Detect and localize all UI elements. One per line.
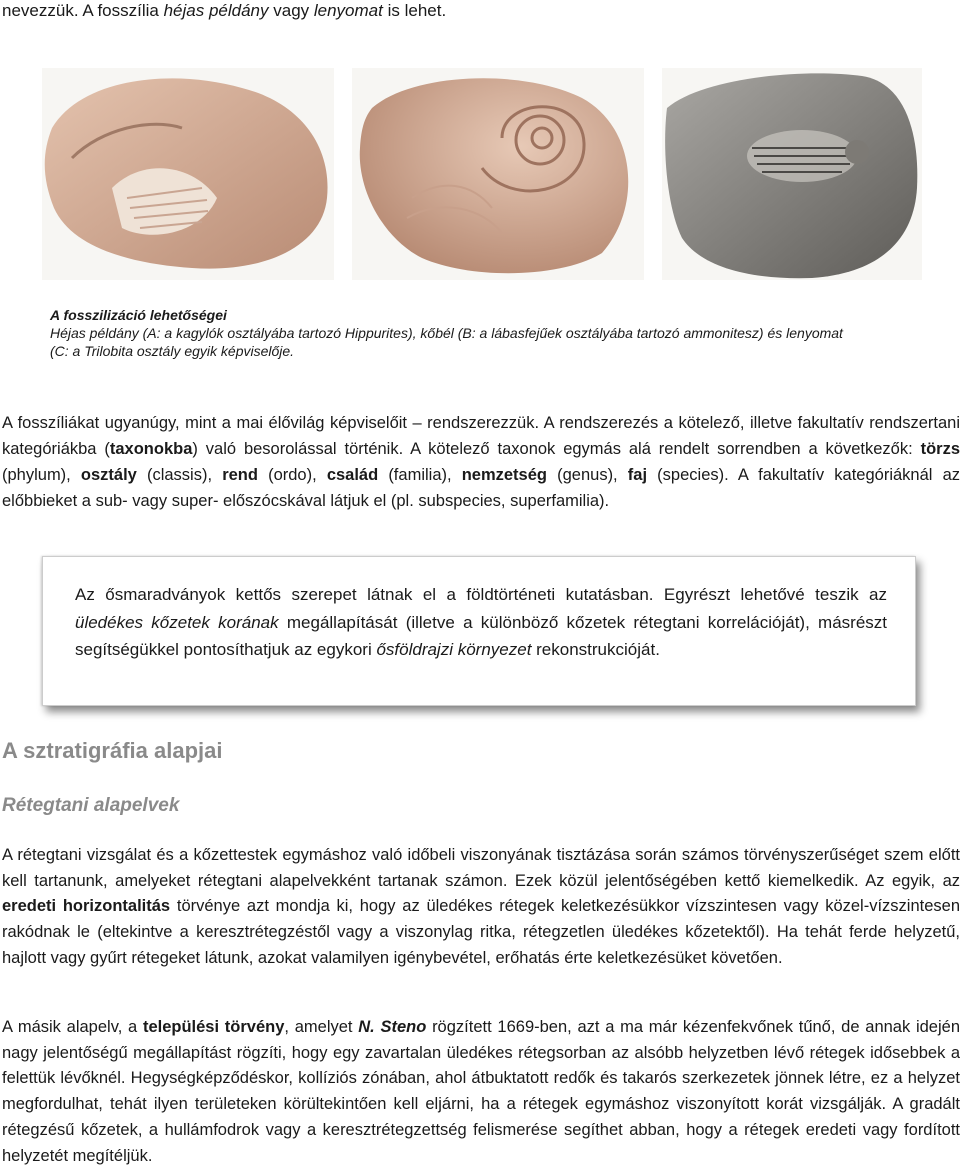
text-fragment: (species). A fakultatív kategóriáknál az előbbieket a sub- vagy super- előszócskával látjuk el (pl. subspecies, superfamilia). [2, 466, 960, 510]
hippurites-fossil-image [42, 68, 334, 280]
text-fragment: (classis), [136, 466, 223, 484]
subsection-heading: Rétegtani alapelvek [2, 795, 180, 816]
caption-line: (C: a Trilobita osztály egyik képviselője. [50, 343, 295, 359]
text-fragment: Az ősmaradványok kettős szerepet látnak el a földtörténeti kutatásban. Egyrészt lehetővé teszik az [75, 585, 887, 604]
text-fragment: (genus), [546, 466, 628, 484]
text-fragment: megállapítását (illetve a különböző kőzetek rétegtani korrelációját), másrészt segítségükkel pontosíthatjuk az egykori [75, 612, 888, 659]
bold-term: eredeti horizontalitás [2, 897, 171, 916]
italic-term: héjas példány [163, 1, 269, 20]
text-fragment: törvénye azt mondja ki, hogy az üledékes rétegek keletkezésükkor vízszintesen vagy közel-vízszintesen rakódnak le (eltekintve a keresztrétegzéstől vagy a viszonylag ritka, rétegzetlen üledékes kőzetektől). Ha tehát ferde helyzetű, hajlott vagy gyűrt rétegeket látunk, azokat valamilyen igénybevétel, erőhatás érte keletkezésüket követően. [2, 897, 960, 967]
italic-term: lenyomat [313, 1, 383, 20]
text-fragment: rekonstrukcióját. [531, 640, 660, 659]
bold-term: osztály [80, 466, 137, 484]
intro-line [2, 0, 446, 22]
text-fragment: A rétegtani vizsgálat és a kőzettestek egymáshoz való időbeli viszonyának tisztázása során számos törvényszerűséget szem előtt kell tartanunk, amelyeket rétegtani alapelvekként tartanak számon. Ezek közül jelentőségében kettő kiemelkedik. Az egyik, az [2, 846, 960, 890]
horizontality-paragraph [2, 843, 960, 972]
highlight-box [42, 556, 916, 706]
superposition-paragraph [2, 1015, 960, 1169]
bold-term: faj [627, 466, 648, 484]
figure-caption [50, 306, 930, 360]
text-fragment: vagy [268, 1, 314, 20]
text-fragment: A fosszíliákat ugyanúgy, mint a mai élővilág képviselőit – rendszerezzük. A rendszerezés a kötelező, illetve fakultatív rendszertani kategóriákba ( [2, 414, 960, 458]
text-fragment: (familia), [378, 466, 462, 484]
text-fragment: A másik alapelv, a [2, 1018, 143, 1036]
ammonite-fossil-image [352, 68, 644, 280]
text-fragment: rögzített 1669-ben, azt a ma már kézenfekvőnek tűnő, de annak idején nagy jelentőségű megállapítást rögzíti, hogy egy zavartalan üledékes rétegsorban az alsóbb helyzetben lévő rétegek idősebbek a felettük lévőknél. Hegységképződéskor, kollíziós zónában, ahol átbuktatott redők és takarós szerkezetek jönnek létre, ez a helyzet megfordulhat, tehát ilyen területeken körültekintően kell eljárni, ha a rétegek egymáshoz viszonyított korát vizsgálják. A gradált rétegzésű kőzetek, a hullámfodrok vagy a keresztrétegzettség felismerése segíthet abban, hogy a rétegek eredeti vagy fordított helyzetét megítéljük. [2, 1018, 960, 1165]
bold-italic-name: N. Steno [358, 1018, 427, 1036]
caption-line: Héjas példány (A: a kagylók osztályába tartozó Hippurites), kőbél (B: a lábasfejűek osztályába tartozó ammonitesz) és lenyomat [50, 325, 843, 341]
bold-term: nemzetség [461, 466, 547, 484]
text-fragment: ) való besorolással történik. A kötelező taxonok egymás alá rendelt sorrendben a következők: [192, 440, 921, 458]
text-fragment: nevezzük. A fosszília [2, 1, 164, 20]
italic-term: üledékes kőzetek korának [75, 612, 279, 632]
bold-term: taxonokba [109, 440, 193, 458]
italic-term: ősföldrajzi környezet [376, 640, 532, 659]
text-fragment: (ordo), [257, 466, 327, 484]
text-fragment: is lehet. [382, 1, 447, 20]
section-heading: A sztratigráfia alapjai [2, 738, 223, 763]
text-fragment: , amelyet [284, 1018, 359, 1036]
fossil-photos [42, 68, 922, 280]
bold-term: család [326, 466, 379, 484]
taxonomy-paragraph [2, 410, 960, 514]
caption-title: A fosszilizáció lehetőségei [50, 307, 227, 323]
text-fragment: (phylum), [2, 466, 81, 484]
bold-term: törzs [920, 440, 960, 458]
bold-term: rend [222, 466, 258, 484]
bold-term: települési törvény [142, 1018, 285, 1036]
trilobite-fossil-image [662, 68, 922, 280]
highlight-box-text [75, 581, 887, 664]
